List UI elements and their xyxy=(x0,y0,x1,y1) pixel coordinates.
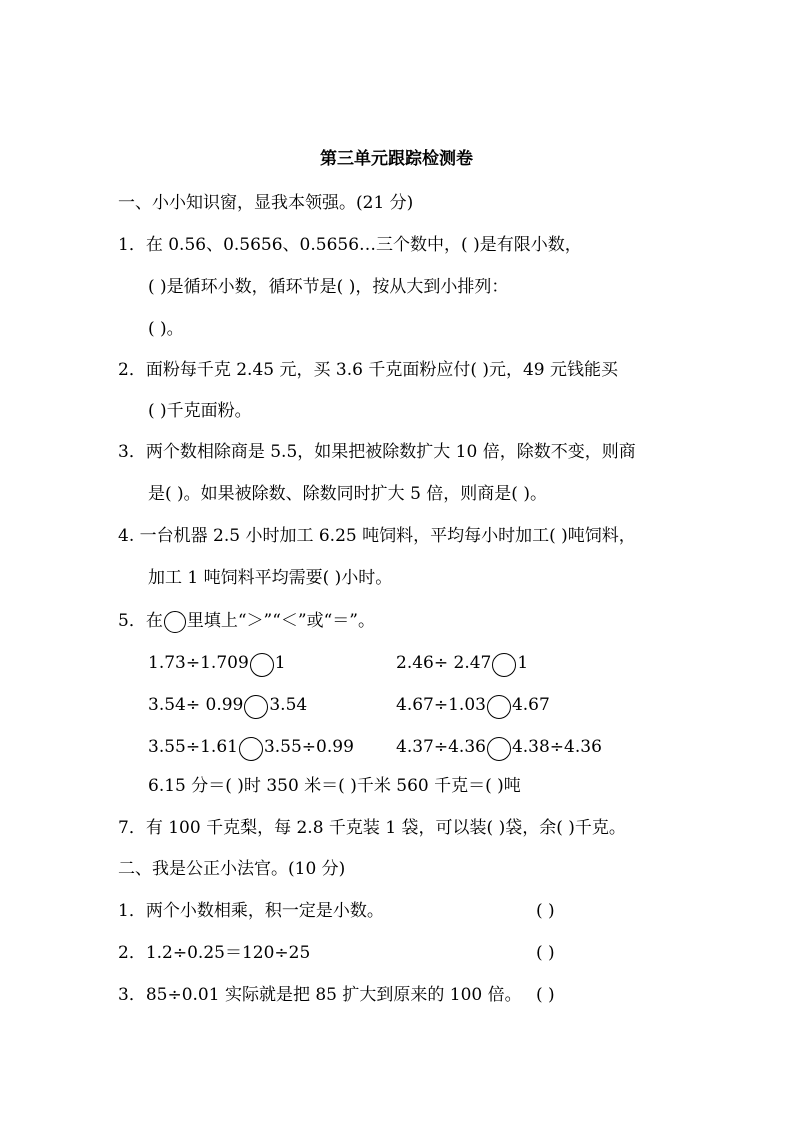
answer-circle[interactable] xyxy=(487,695,511,719)
expr: 4.37÷4.36 xyxy=(396,737,486,757)
q5-row-3-left xyxy=(148,736,354,761)
section-2-heading: 二、我是公正小法官。(10 分) xyxy=(118,859,346,879)
expr: 4.67 xyxy=(511,695,550,715)
q5-prefix: 5．在 xyxy=(118,611,163,631)
q7-line: 7．有 100 千克梨，每 2.8 千克装 1 袋，可以装( )袋，余( )千克。 xyxy=(118,818,626,838)
answer-circle[interactable] xyxy=(239,737,263,761)
q5-row-1-right xyxy=(396,652,528,677)
page-title: 第三单元跟踪检测卷 xyxy=(320,149,473,169)
judge-paren-2[interactable]: ( ) xyxy=(536,943,555,963)
q4-line-2: 加工 1 吨饲料平均需要( )小时。 xyxy=(148,568,393,588)
judge-text: 3．85÷0.01 实际就是把 85 扩大到原来的 100 倍。 xyxy=(118,985,522,1005)
expr: 1 xyxy=(517,653,529,673)
answer-circle[interactable] xyxy=(250,653,274,677)
q1-line-2: ( )是循环小数，循环节是( )，按从大到小排列： xyxy=(148,277,509,297)
judge-item-3 xyxy=(118,984,522,1006)
q3-line-1: 3．两个数相除商是 5.5，如果把被除数扩大 10 倍，除数不变，则商 xyxy=(118,442,636,462)
judge-paren-1[interactable]: ( ) xyxy=(536,901,555,921)
section-1-heading: 一、小小知识窗，显我本领强。(21 分) xyxy=(118,193,414,213)
expr: 3.55÷0.99 xyxy=(263,737,354,757)
comparison-circle-icon xyxy=(164,611,186,633)
q3-line-2: 是( )。如果被除数、除数同时扩大 5 倍，则商是( )。 xyxy=(148,484,547,504)
expr: 3.54 xyxy=(269,695,308,715)
q5-row-2-left xyxy=(148,694,307,719)
answer-circle[interactable] xyxy=(492,653,516,677)
expr: 1 xyxy=(274,653,286,673)
q2-line-1: 2．面粉每千克 2.45 元，买 3.6 千克面粉应付( )元，49 元钱能买 xyxy=(118,360,619,380)
judge-item-1 xyxy=(118,900,384,922)
q1-line-3: ( )。 xyxy=(148,319,184,339)
expr: 2.46÷ 2.47 xyxy=(396,653,492,673)
judge-item-2 xyxy=(118,942,310,964)
judge-text: 1．两个小数相乘，积一定是小数。 xyxy=(118,901,384,921)
q5-row-1-left xyxy=(148,652,286,677)
answer-circle[interactable] xyxy=(487,737,511,761)
q5-instruction xyxy=(118,610,375,633)
judge-text: 2．1.2÷0.25＝120÷25 xyxy=(118,943,311,963)
q5-row-3-right xyxy=(396,736,602,761)
answer-circle[interactable] xyxy=(244,695,268,719)
q6-line: 6.15 分＝( )时 350 米＝( )千米 560 千克＝( )吨 xyxy=(148,776,521,796)
expr: 4.38÷4.36 xyxy=(511,737,602,757)
expr: 1.73÷1.709 xyxy=(148,653,249,673)
q4-line-1: 4. 一台机器 2.5 小时加工 6.25 吨饲料，平均每小时加工( )吨饲料， xyxy=(118,526,636,546)
expr: 4.67÷1.03 xyxy=(396,695,486,715)
q5-row-2-right xyxy=(396,694,550,719)
q5-suffix: 里填上“＞”“＜”或“＝”。 xyxy=(186,611,375,631)
q2-line-2: ( )千克面粉。 xyxy=(148,401,252,421)
expr: 3.55÷1.61 xyxy=(148,737,238,757)
judge-paren-3[interactable]: ( ) xyxy=(536,985,555,1005)
expr: 3.54÷ 0.99 xyxy=(148,695,244,715)
q1-line-1: 1．在 0.56、0.5656、0.5656…三个数中，( )是有限小数， xyxy=(118,235,582,255)
